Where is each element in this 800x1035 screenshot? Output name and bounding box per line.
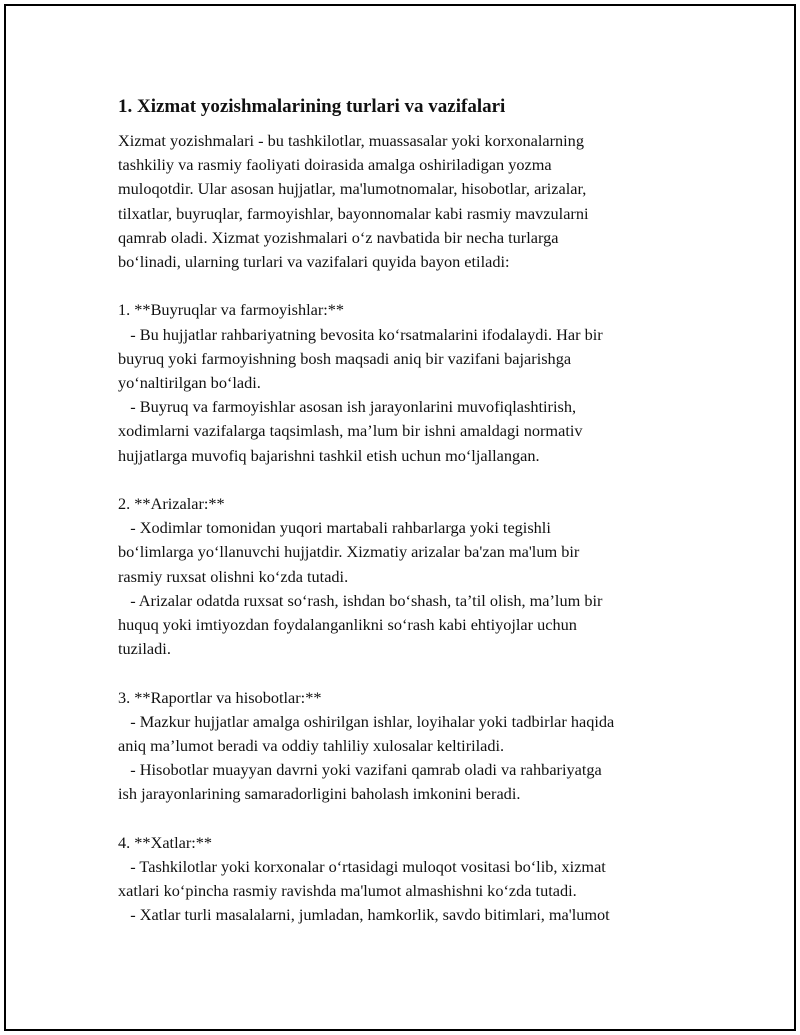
section-line: - Hisobotlar muayyan davrni yoki vazifani qamrab oladi va rahbariyatga (118, 760, 602, 780)
section-line: - Bu hujjatlar rahbariyatning bevosita ko‘rsatmalarini ifodalaydi. Har bir (118, 324, 603, 344)
section-arizalar (118, 492, 718, 661)
section-title: 3. **Raportlar va hisobotlar:** (118, 687, 322, 707)
paragraph-spacer (118, 661, 718, 685)
paragraph-spacer (118, 274, 718, 298)
section-line: - Xodimlar tomonidan yuqori martabali rahbarlarga yoki tegishli (118, 518, 551, 538)
section-line: rasmiy ruxsat olishni ko‘zda tutadi. (118, 566, 349, 586)
section-line: aniq ma’lumot beradi va oddiy tahliliy xulosalar keltiriladi. (118, 736, 505, 756)
section-line: ish jarayonlarining samaradorligini baholash imkonini beradi. (118, 784, 521, 804)
section-line: tuziladi. (118, 639, 171, 659)
intro-line: tilxatlar, buyruqlar, farmoyishlar, bayonnomalar kabi rasmiy mavzularni (118, 203, 589, 223)
intro-paragraph (118, 129, 718, 274)
section-line: - Arizalar odatda ruxsat so‘rash, ishdan bo‘shash, ta’til olish, ma’lum bir (118, 590, 603, 610)
section-line: bo‘limlarga yo‘llanuvchi hujjatdir. Xizmatiy arizalar ba'zan ma'lum bir (118, 542, 580, 562)
section-buyruqlar (118, 298, 718, 467)
section-line: - Mazkur hujjatlar amalga oshirilgan ishlar, loyihalar yoki tadbirlar haqida (118, 711, 615, 731)
intro-line: qamrab oladi. Xizmat yozishmalari o‘z navbatida bir necha turlarga (118, 227, 559, 247)
section-line: xatlari ko‘pincha rasmiy ravishda ma'lumot almashishni ko‘zda tutadi. (118, 881, 577, 901)
paragraph-spacer (118, 807, 718, 831)
section-line: - Xatlar turli masalalarni, jumladan, hamkorlik, savdo bitimlari, ma'lumot (118, 905, 610, 925)
intro-line: tashkiliy va rasmiy faoliyati doirasida amalga oshiriladigan yozma (118, 155, 552, 175)
section-line: - Tashkilotlar yoki korxonalar o‘rtasidagi muloqot vositasi bo‘lib, xizmat (118, 857, 606, 877)
intro-line: muloqotdir. Ular asosan hujjatlar, ma'lumotnomalar, hisobotlar, arizalar, (118, 179, 587, 199)
section-raportlar (118, 686, 718, 807)
section-title: 1. **Buyruqlar va farmoyishlar:** (118, 300, 345, 320)
section-line: hujjatlarga muvofiq bajarishni tashkil etish uchun mo‘ljallangan. (118, 445, 540, 465)
section-xatlar (118, 831, 718, 928)
section-line: huquq yoki imtiyozdan foydalanganlikni so‘rash kabi ehtiyojlar uchun (118, 615, 577, 635)
intro-line: Xizmat yozishmalari - bu tashkilotlar, muassasalar yoki korxonalarning (118, 131, 584, 150)
document-body (118, 95, 718, 928)
section-line: xodimlarni vazifalarga taqsimlash, ma’lum bir ishni amaldagi normativ (118, 421, 583, 441)
section-line: buyruq yoki farmoyishning bosh maqsadi aniq bir vazifani bajarishga (118, 348, 572, 368)
section-line: yo‘naltirilgan bo‘ladi. (118, 373, 261, 393)
document-heading: 1. Xizmat yozishmalarining turlari va vazifalari (118, 96, 506, 117)
paragraph-spacer (118, 468, 718, 492)
intro-line: bo‘linadi, ularning turlari va vazifalari quyida bayon etiladi: (118, 252, 510, 272)
section-line: - Buyruq va farmoyishlar asosan ish jarayonlarini muvofiqlashtirish, (118, 397, 577, 417)
section-title: 4. **Xatlar:** (118, 832, 213, 852)
section-title: 2. **Arizalar:** (118, 494, 225, 514)
